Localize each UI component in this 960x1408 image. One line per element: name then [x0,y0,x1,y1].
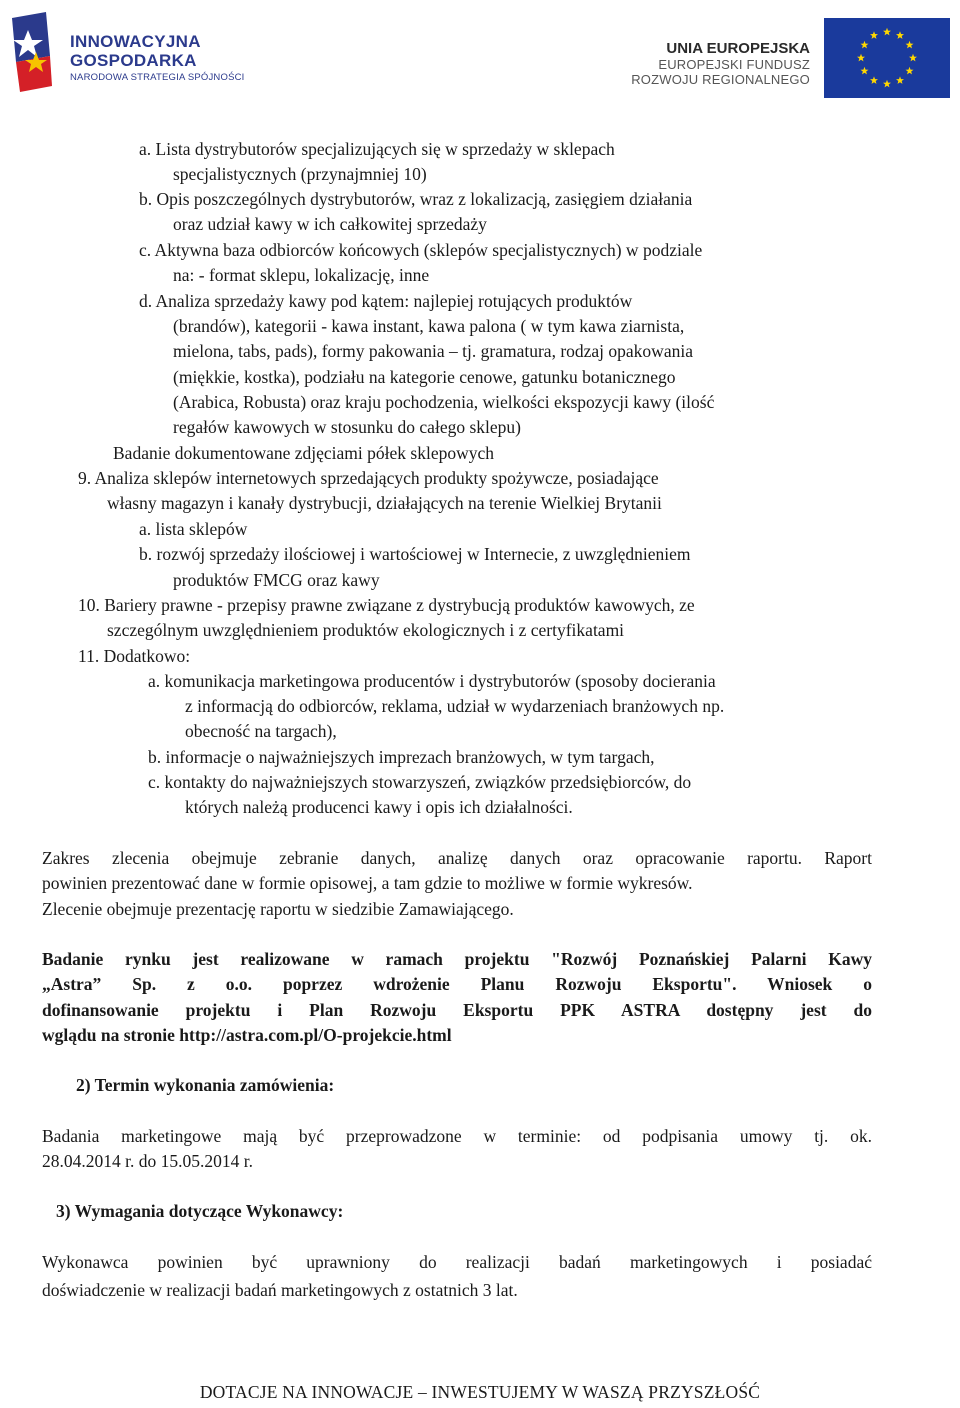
list-item-9-cont: własny magazyn i kanały dystrybucji, działających na terenie Wielkiej Brytanii [107,493,662,513]
section-heading-requirements: 3) Wymagania dotyczące Wykonawcy: [56,1201,344,1221]
list-item-d: d. Analiza sprzedaży kawy pod kątem: najlepiej rotujących produktów [139,291,633,311]
list-item-11a: a. komunikacja marketingowa producentów i dystrybutorów (sposoby docierania [148,671,716,691]
requirements-paragraph-line1: Wykonawca powinien być uprawniony do realizacji badań marketingowych i posiadać [42,1252,872,1272]
list-item-11a-cont1: z informacją do odbiorców, reklama, udział w wydarzeniach branżowych np. [185,696,725,716]
list-item-11b: b. informacje o najważniejszych imprezach branżowych, w tym targach, [148,747,655,767]
eu-logo [600,14,950,98]
scope-paragraph-line3: Zlecenie obejmuje prezentację raportu w siedzibie Zamawiającego. [42,899,514,919]
list-item-9a: a. lista sklepów [139,519,248,539]
star-flag-logo-icon [6,12,66,96]
list-item-c-cont: na: - format sklepu, lokalizację, inne [173,265,430,285]
section-heading-term: 2) Termin wykonania zamówienia: [76,1075,335,1095]
list-item-d-cont2: mielona, tabs, pads), formy pakowania – tj. gramatura, rodzaj opakowania [173,341,693,361]
eu-title: UNIA EUROPEJSKA [666,40,810,57]
eu-flag-icon [824,18,950,98]
list-item-11c-cont: których należą producenci kawy i opis ich działalności. [185,797,573,817]
logo-subtitle: NARODOWA STRATEGIA SPÓJNOŚCI [70,72,245,83]
list-item-9b: b. rozwój sprzedaży ilościowej i wartościowej w Internecie, z uwzględnieniem [139,544,691,564]
innowacyjna-gospodarka-text [70,32,245,84]
list-item-d-cont4: (Arabica, Robusta) oraz kraju pochodzenia, wielkości ekspozycji kawy (ilość [173,392,715,412]
photo-note: Badanie dokumentowane zdjęciami półek sklepowych [113,443,494,463]
eu-text [631,40,810,87]
project-paragraph-line2: „Astra” Sp. z o.o. poprzez wdrożenie Planu Rozwoju Eksportu". Wniosek o [42,974,872,994]
eu-regional-line: ROZWOJU REGIONALNEGO [631,72,810,87]
list-item-10-cont: szczególnym uwzględnieniem produktów ekologicznych i z certyfikatami [107,620,625,640]
scope-paragraph-line1: Zakres zlecenia obejmuje zebranie danych, analizę danych oraz opracowanie raportu. Raport [42,848,872,868]
list-item-b-cont: oraz udział kawy w ich całkowitej sprzedaży [173,214,487,234]
term-paragraph-line1: Badania marketingowe mają być przeprowadzone w terminie: od podpisania umowy tj. ok. [42,1126,872,1146]
list-item-b: b. Opis poszczególnych dystrybutorów, wraz z lokalizacją, zasięgiem działania [139,189,693,209]
list-item-11a-cont2: obecność na targach), [185,721,337,741]
requirements-paragraph-line2: doświadczenie w realizacji badań marketingowych z ostatnich 3 lat. [42,1280,518,1300]
project-paragraph-line4: wglądu na stronie http://astra.com.pl/O-projekcie.html [42,1025,452,1045]
list-item-a: a. Lista dystrybutorów specjalizujących się w sprzedaży w sklepach [139,139,615,159]
list-item-11: 11. Dodatkowo: [78,646,191,666]
scope-paragraph-line2: powinien prezentować dane w formie opisowej, a tam gdzie to możliwe w formie wykresów. [42,873,693,893]
list-item-d-cont1: (brandów), kategorii - kawa instant, kawa palona ( w tym kawa ziarnista, [173,316,685,336]
list-item-c: c. Aktywna baza odbiorców końcowych (sklepów specjalistycznych) w podziale [139,240,703,260]
innowacyjna-gospodarka-logo [6,12,246,96]
list-item-9b-cont: produktów FMCG oraz kawy [173,570,380,590]
project-paragraph-line1: Badanie rynku jest realizowane w ramach projektu "Rozwój Poznańskiej Palarni Kawy [42,949,872,969]
eu-fund-line: EUROPEJSKI FUNDUSZ [658,57,810,72]
list-item-d-cont3: (miękkie, kostka), podziału na kategorie cenowe, gatunku botanicznego [173,367,676,387]
list-item-a-cont: specjalistycznych (przynajmniej 10) [173,164,427,184]
list-item-d-cont5: regałów kawowych w stosunku do całego sklepu) [173,417,521,437]
footer-slogan: DOTACJE NA INNOWACJE – INWESTUJEMY W WASZĄ PRZYSZŁOŚĆ [199,1382,761,1402]
project-paragraph-line3: dofinansowanie projektu i Plan Rozwoju Eksportu PPK ASTRA dostępny jest do [42,1000,872,1020]
term-paragraph-line2: 28.04.2014 r. do 15.05.2014 r. [42,1151,253,1171]
list-item-10: 10. Bariery prawne - przepisy prawne związane z dystrybucją produktów kawowych, ze [78,595,695,615]
logo-title-line1: INNOWACYJNA [70,32,201,51]
page-header [0,0,960,110]
logo-title-line2: GOSPODARKA [70,51,197,70]
list-item-11c: c. kontakty do najważniejszych stowarzyszeń, związków przedsiębiorców, do [148,772,692,792]
list-item-9: 9. Analiza sklepów internetowych sprzedających produkty spożywcze, posiadające [78,468,659,488]
